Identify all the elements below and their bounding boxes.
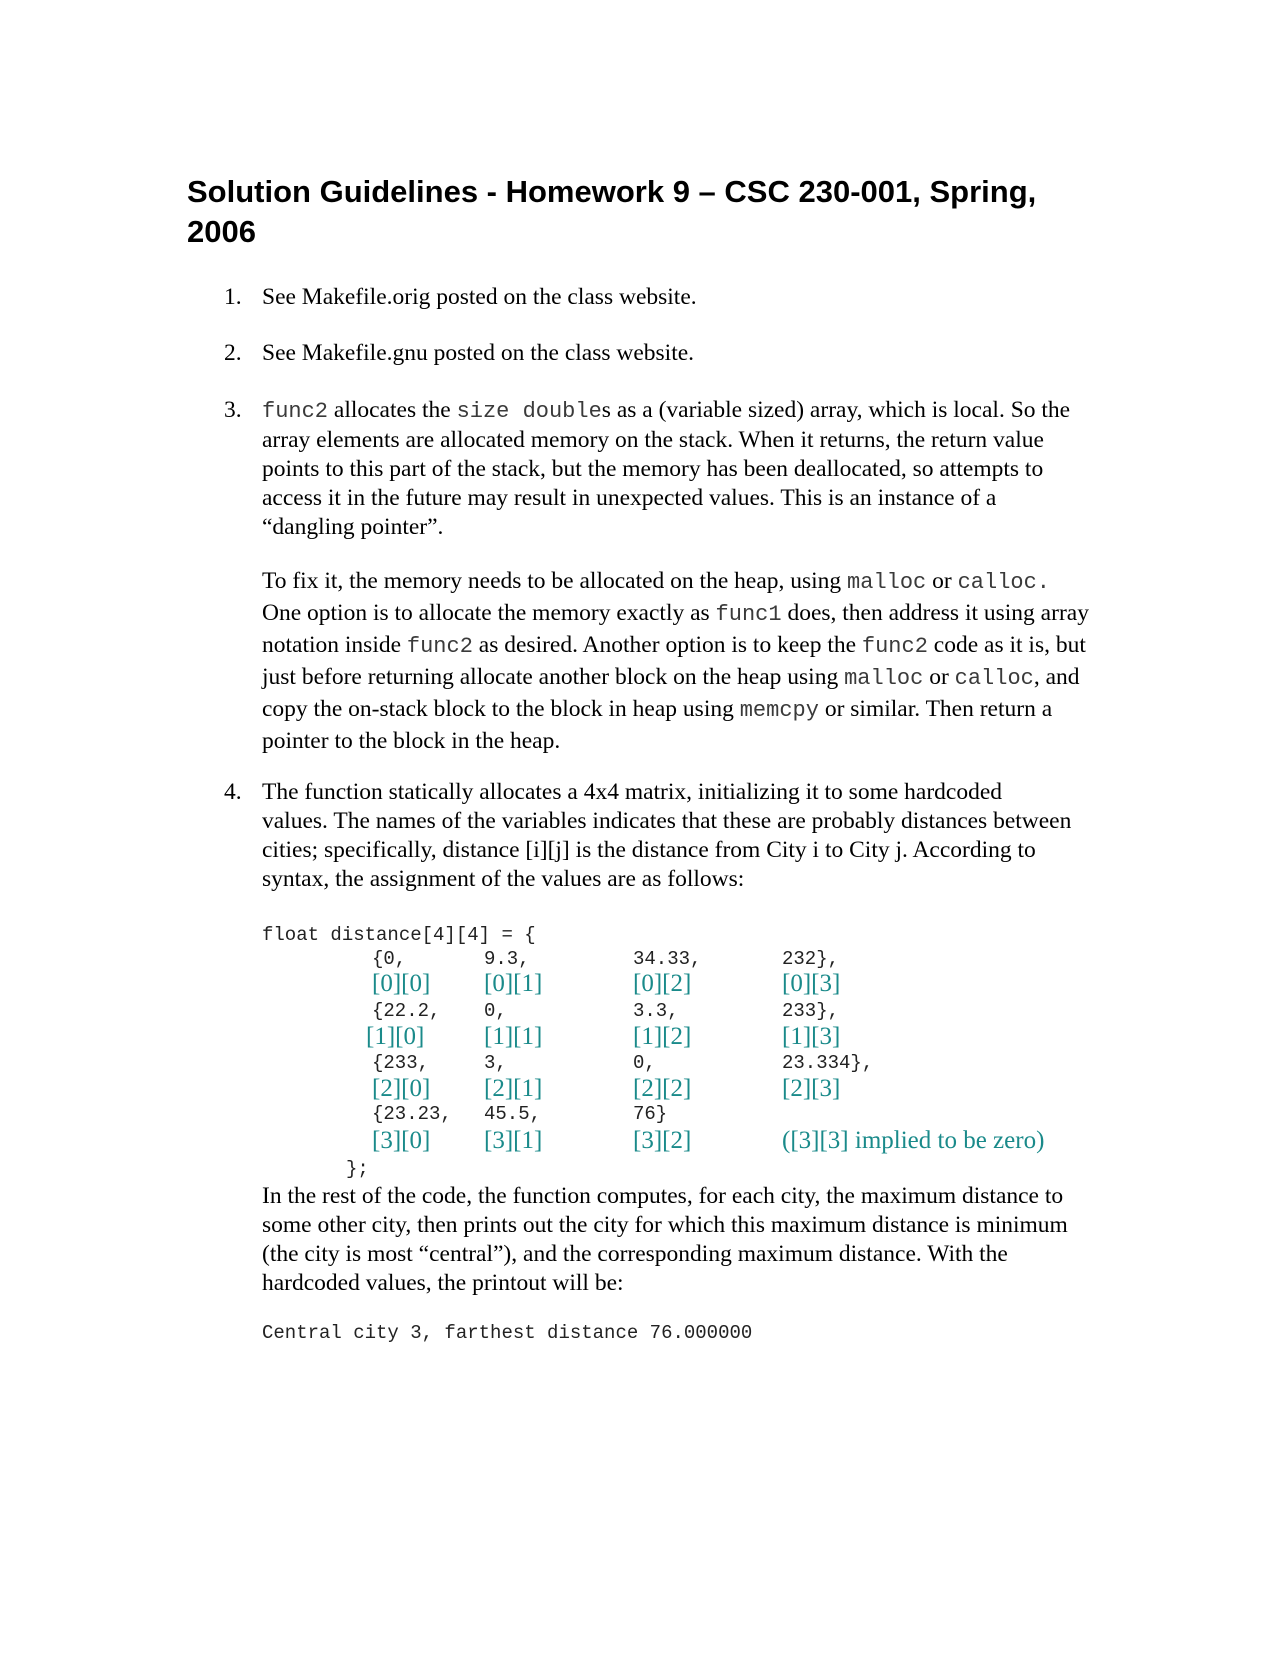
matrix-index: [0][0]	[372, 970, 431, 997]
matrix-index: [1][0]	[366, 1023, 425, 1050]
matrix-value: {23.23,	[372, 1103, 452, 1125]
matrix-index: [2][0]	[372, 1075, 431, 1102]
matrix-index: [2][1]	[484, 1075, 543, 1102]
rest-paragraph: In the rest of the code, the function computes, for each city, the maximum distance to some other city, then prints out the city for which this maximum distance is minimum (the city is most “central”), and the corresponding maximum distance. With the hardcoded values, the printout will be:	[262, 1183, 1068, 1296]
matrix-value: 34.33,	[633, 948, 702, 970]
code-calloc: calloc.	[957, 570, 1051, 595]
item-number: 1.	[224, 284, 242, 310]
code-calloc: calloc	[954, 666, 1034, 691]
matrix-index: [0][3]	[782, 970, 841, 997]
matrix-index: [3][1]	[484, 1127, 543, 1154]
code-func2: func2	[406, 634, 473, 659]
matrix-value: 0,	[633, 1052, 656, 1074]
item-text: See Makefile.orig posted on the class website.	[262, 284, 697, 310]
code-header: float distance[4][4] = {	[262, 924, 536, 946]
matrix-value: 3,	[484, 1052, 507, 1074]
matrix-index: [1][3]	[782, 1023, 841, 1050]
matrix-index: [0][2]	[633, 970, 692, 997]
matrix-index: [3][0]	[372, 1127, 431, 1154]
matrix-index: [2][3]	[782, 1075, 841, 1102]
item-number: 3.	[224, 397, 242, 423]
code-size-double: size double	[456, 399, 602, 424]
item-3-paragraph-2: To fix it, the memory needs to be allocated on the heap, using malloc or calloc. One option is to allocate the memory exactly as func1 does, then address it using array notation inside func2 as desired. Another option is to keep the func2 code as it is, but just before returning allocate another block on the heap using malloc or calloc, and copy the on-stack block to the block in heap using memcpy or similar. Then return a pointer to the block in the heap.	[262, 568, 1089, 754]
program-output: Central city 3, farthest distance 76.000000	[262, 1322, 753, 1344]
matrix-value: 232},	[782, 948, 840, 970]
matrix-value: 233},	[782, 1000, 840, 1022]
matrix-index: [0][1]	[484, 970, 543, 997]
matrix-value: 23.334},	[782, 1052, 874, 1074]
code-footer: };	[346, 1158, 369, 1180]
code-malloc: malloc	[844, 666, 924, 691]
page-title: Solution Guidelines - Homework 9 – CSC 230-001, Spring, 2006	[187, 174, 1037, 249]
matrix-index: [1][1]	[484, 1023, 543, 1050]
matrix-index: [2][2]	[633, 1075, 692, 1102]
code-func2: func2	[861, 634, 928, 659]
matrix-value: 76}	[633, 1103, 668, 1125]
matrix-value: {0,	[372, 948, 407, 970]
code-malloc: malloc	[847, 570, 927, 595]
matrix-value: {233,	[372, 1052, 430, 1074]
matrix-value: {22.2,	[372, 1000, 441, 1022]
matrix-index-note: ([3][3] implied to be zero)	[782, 1127, 1045, 1154]
matrix-value: 3.3,	[633, 1000, 679, 1022]
matrix-value: 45.5,	[484, 1103, 542, 1125]
item-text: The function statically allocates a 4x4 matrix, initializing it to some hardcoded values. The names of the variables indicates that these are probably distances between cities; specifically, distance [i][j] is the distance from City i to City j. According to syntax, the assignment of the values are as follows:	[262, 779, 1072, 892]
matrix-index: [3][2]	[633, 1127, 692, 1154]
code-func2: func2	[262, 399, 329, 424]
code-memcpy: memcpy	[739, 698, 819, 723]
matrix-index: [1][2]	[633, 1023, 692, 1050]
item-paragraph-1: func2 allocates the size doubles as a (variable sized) array, which is local. So the array elements are allocated memory on the stack. When it returns, the return value points to this part of the stack, but the memory has been deallocated, so attempts to access it in the future may result in unexpected values. This is an instance of a “dangling pointer”.	[262, 397, 1071, 540]
code-func1: func1	[715, 602, 782, 627]
item-text: See Makefile.gnu posted on the class website.	[262, 340, 695, 366]
matrix-value: 9.3,	[484, 948, 530, 970]
item-number: 4.	[224, 779, 242, 805]
matrix-value: 0,	[484, 1000, 507, 1022]
item-number: 2.	[224, 340, 242, 366]
